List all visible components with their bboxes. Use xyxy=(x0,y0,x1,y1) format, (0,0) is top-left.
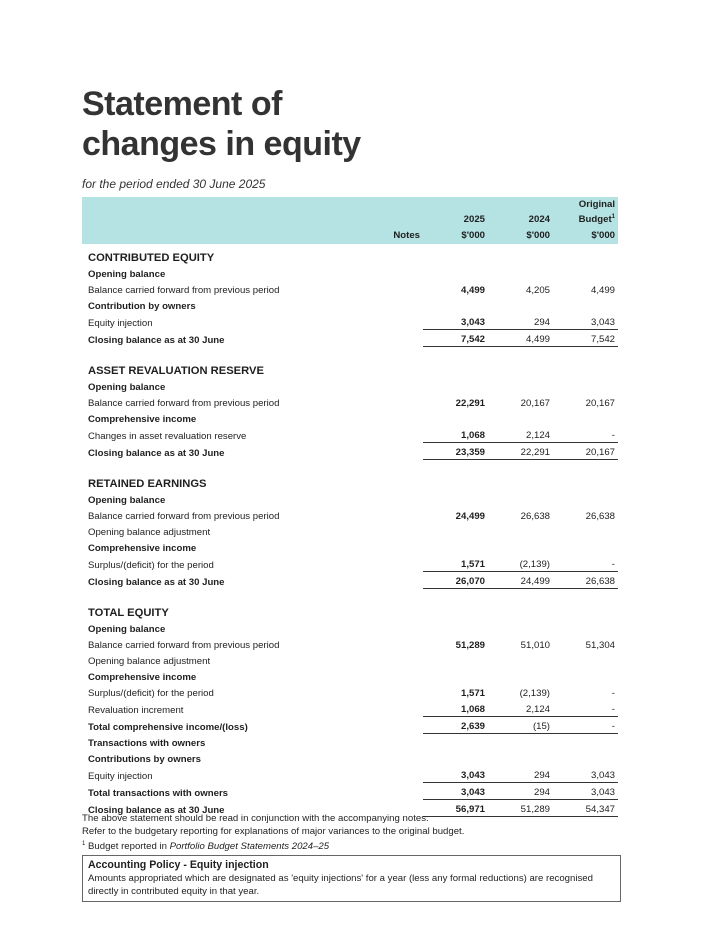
subheading: Opening balance xyxy=(88,624,166,635)
subheading: Opening balance xyxy=(88,495,166,506)
total-row: Total comprehensive income/(loss) 2,639 (15) - xyxy=(82,717,618,734)
subheading: Contributions by owners xyxy=(88,754,201,765)
table-row: Revaluation increment 1,068 2,124 - xyxy=(82,700,618,717)
section-heading: ASSET REVALUATION RESERVE xyxy=(88,365,264,377)
table-row: Surplus/(deficit) for the period 1,571 (2,139) - xyxy=(88,688,615,699)
footnote-1: The above statement should be read in conjunction with the accompanying notes. xyxy=(82,813,429,824)
title-line-2: changes in equity xyxy=(82,125,361,163)
total-row: Closing balance as at 30 June 56,971 51,289 54,347 xyxy=(82,800,618,817)
policy-heading: Accounting Policy - Equity injection xyxy=(88,859,269,871)
table-row: Equity injection 3,043 294 3,043 xyxy=(82,313,618,330)
table-row: Surplus/(deficit) for the period 1,571 (2,139) - xyxy=(82,555,618,572)
subheading: Comprehensive income xyxy=(88,672,197,683)
table-row: Equity injection 3,043 294 3,043 xyxy=(82,766,618,783)
section-heading: CONTRIBUTED EQUITY xyxy=(88,252,215,264)
unit-2025: $'000 xyxy=(423,228,488,244)
subheading: Transactions with owners xyxy=(88,738,206,749)
header-row-units xyxy=(82,228,618,244)
title-line-1: Statement of xyxy=(82,85,282,123)
header-notes: Notes xyxy=(354,228,423,244)
subheading: Comprehensive income xyxy=(88,543,197,554)
header-2025: 2025 xyxy=(423,197,488,228)
subheading: Opening balance xyxy=(88,269,166,280)
footnote-3: $^1$ Budget reported in Portfolio Budget Statements 2024–25 xyxy=(82,841,330,853)
table-row: Balance carried forward from previous period 22,291 20,167 20,167 xyxy=(88,398,615,409)
page-subtitle: for the period ended 30 June 2025 xyxy=(82,177,266,191)
table-row: Balance carried forward from previous period 4,499 4,205 4,499 xyxy=(88,285,615,296)
policy-text: Amounts appropriated which are designated as 'equity injections' for a year (less any formal reductions) are recognised directly in contributed equity in that year. xyxy=(88,873,593,897)
table-row: Balance carried forward from previous period 51,289 51,010 51,304 xyxy=(88,640,615,651)
page-title xyxy=(82,84,361,164)
header-row-years xyxy=(82,197,618,228)
table-row: Changes in asset revaluation reserve 1,068 2,124 - xyxy=(82,426,618,443)
unit-2024: $'000 xyxy=(488,228,553,244)
header-budget: Original Budget$^1$ xyxy=(553,197,618,228)
subheading: Contribution by owners xyxy=(88,301,196,312)
subheading: Comprehensive income xyxy=(88,414,197,425)
footnote-2: Refer to the budgetary reporting for explanations of major variances to the original budget. xyxy=(82,826,465,837)
section-heading: TOTAL EQUITY xyxy=(88,607,169,619)
subheading: Opening balance xyxy=(88,382,166,393)
table-row: Opening balance adjustment xyxy=(88,527,211,538)
total-row: Total transactions with owners 3,043 294 3,043 xyxy=(82,783,618,800)
header-2024: 2024 xyxy=(488,197,553,228)
total-row: Closing balance as at 30 June 23,359 22,291 20,167 xyxy=(82,443,618,460)
total-row: Closing balance as at 30 June 26,070 24,499 26,638 xyxy=(82,572,618,589)
accounting-policy-box xyxy=(82,855,621,902)
total-row: Closing balance as at 30 June 7,542 4,499 7,542 xyxy=(82,330,618,347)
equity-statement-table xyxy=(82,197,618,817)
unit-budget: $'000 xyxy=(553,228,618,244)
table-row: Opening balance adjustment xyxy=(88,656,211,667)
footnotes xyxy=(82,812,464,853)
table-row: Balance carried forward from previous period 24,499 26,638 26,638 xyxy=(88,511,615,522)
section-heading: RETAINED EARNINGS xyxy=(88,478,207,490)
